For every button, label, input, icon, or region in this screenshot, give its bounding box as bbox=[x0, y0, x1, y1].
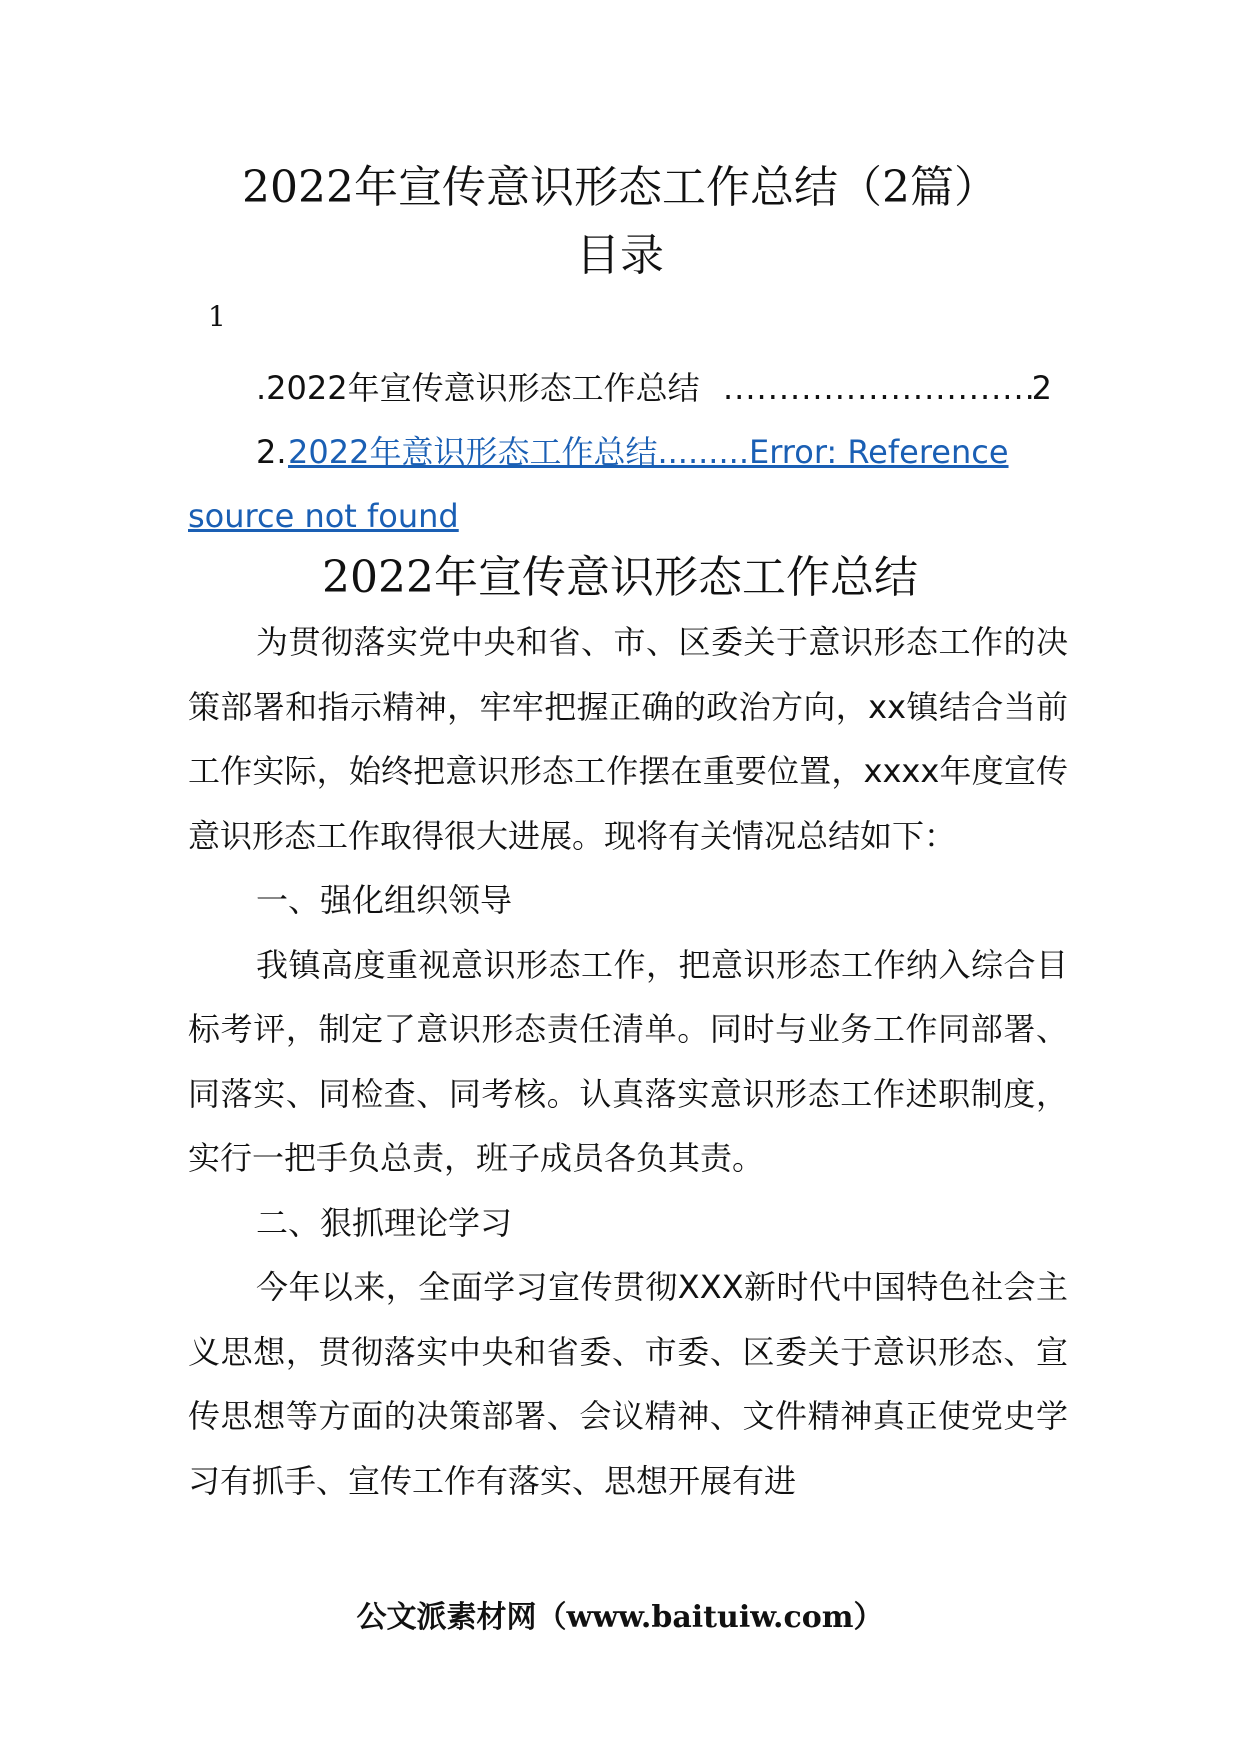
heading-theory-study: 二、狠抓理论学习 bbox=[256, 1203, 513, 1242]
toc-entry-1-page: 2 bbox=[1031, 369, 1052, 407]
toc-entry-2-number: 2. bbox=[256, 433, 287, 471]
document-title: 2022年宣传意识形态工作总结（2篇） bbox=[242, 162, 998, 213]
body-text bbox=[188, 546, 1068, 1513]
section-title: 2022年宣传意识形态工作总结 bbox=[322, 552, 918, 603]
footer-watermark: 公文派素材网（www.baituiw.com） bbox=[356, 1600, 884, 1635]
toc-entry-2-link-continued[interactable]: source not found bbox=[188, 497, 459, 535]
paragraph-organization: 我镇高度重视意识形态工作，把意识形态工作纳入综合目标考评，制定了意识形态责任清单。同时与业务工作同部署、同落实、同检查、同考核。认真落实意识形态工作述职制度，实行一把手负总责，班子成员各负其责。 bbox=[188, 945, 1068, 1177]
toc-marker: 1 bbox=[208, 300, 226, 333]
toc-entry-1-label: .2022年宣传意识形态工作总结 bbox=[256, 369, 700, 407]
toc-entry-1-leader: ............................ bbox=[723, 369, 1036, 407]
heading-organization: 一、强化组织领导 bbox=[256, 881, 513, 919]
toc-entry-2-link[interactable]: 2022年意识形态工作总结.........Error: Reference bbox=[288, 433, 1009, 471]
paragraph-intro: 为贯彻落实党中央和省、市、区委关于意识形态工作的决策部署和指示精神，牢牢把握正确的政治方向，xx镇结合当前工作实际，始终把意识形态工作摆在重要位置，xxxx年度宣传意识形态工作取得很大进展。现将有关情况总结如下： bbox=[188, 623, 1068, 855]
toc-heading: 目录 bbox=[576, 230, 664, 281]
paragraph-theory-study: 今年以来，全面学习宣传贯彻XXX新时代中国特色社会主义思想，贯彻落实中央和省委、市委、区委关于意识形态、宣传思想等方面的决策部署、会议精神、文件精神真正使党史学习有抓手、宣传工作有落实、思想开展有进 bbox=[188, 1268, 1068, 1500]
